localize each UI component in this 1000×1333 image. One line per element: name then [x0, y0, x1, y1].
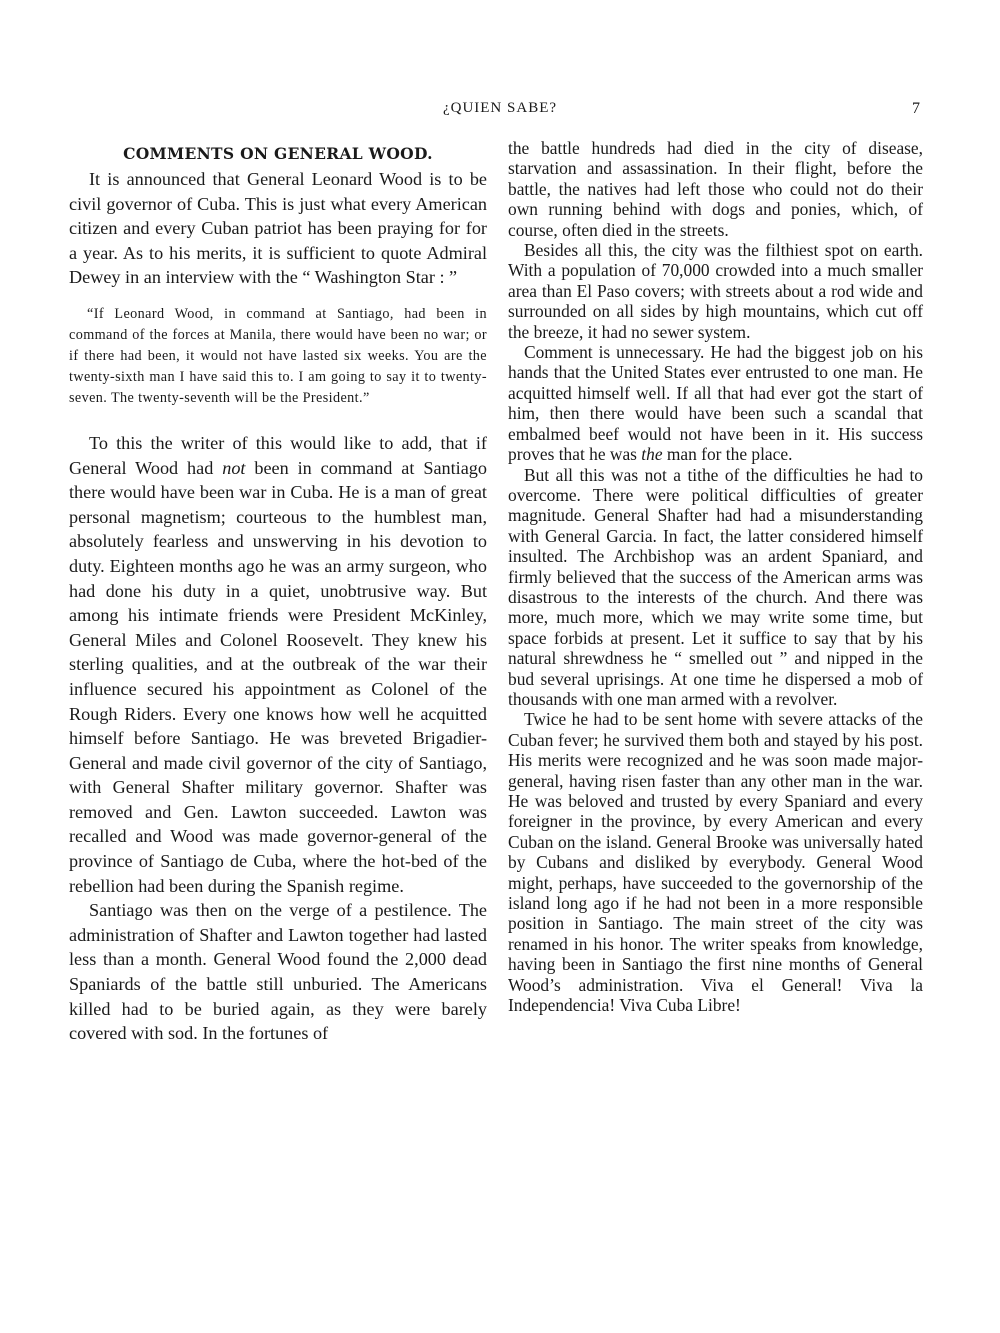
dewey-quote: “If Leonard Wood, in command at Santiago, had been in command of the forces at Manila, there would have been no war; or if there had been, it would not have lasted six weeks. You are the twenty-sixth man I have said this to. I am going to say it to twenty-seven. The twenty-seventh will be the President.”: [69, 305, 487, 406]
page-number: 7: [912, 100, 920, 117]
left-column: [69, 140, 487, 1046]
right-column: [508, 138, 923, 1015]
emphasis-not: not: [222, 457, 246, 478]
paragraph-fever: Twice he had to be sent home with severe attacks of the Cuban fever; he survived them both and stayed by his post. His merits were recognized and he was soon made major-general, having risen faster than any other man in the war. He was beloved and trusted by every Spaniard and every foreigner in the province, by every American and every Cuban on the island. General Brooke was universally hated by Cubans and disliked by everybody. General Wood might, perhaps, have succeeded to the governorship of the island long ago if he had not been in a more responsible position in Santiago. The main street of the city was renamed in his honor. The writer speaks from knowledge, having been in Santiago the first nine months of General Wood’s administration. Viva el General! Viva la Independencia! Viva Cuba Libre!: [508, 709, 923, 1016]
paragraph-addition: [69, 431, 487, 898]
paragraph-comment-text-2: man for the place.: [662, 444, 793, 465]
running-head: ¿QUIEN SABE?: [442, 100, 558, 116]
paragraph-pestilence: Santiago was then on the verge of a pestilence. The administration of Shafter and Lawton together had lasted less than a month. General Wood found the 2,000 dead Spaniards of the battle still unburied. The Americans killed had to be buried again, as they were barely covered with sod. In the fortunes of: [69, 900, 487, 1044]
paragraph-addition-text-1: To this the writer of this would like to add, that if General Wood had: [69, 432, 487, 478]
paragraph-filthiest: Besides all this, the city was the filthiest spot on earth. With a population of 70,000 crowded into a much smaller area than El Paso covers; with streets about a rod wide and surrounded on all sides by high mountains, which cut off the breeze, it had no sewer system.: [508, 240, 923, 342]
paragraph-comment-text-1: Comment is unnecessary. He had the biggest job on his hands that the United States ever entrusted to one man. He acquitted himself well. If all that had ever got the start of him, then there would have been such a scandal that embalmed beef would not have been in it. His success proves that he was: [508, 342, 923, 465]
paragraph-difficulties: But all this was not a tithe of the difficulties he had to overcome. There were political difficulties of greater magnitude. General Shafter had had a misunderstanding with General Garcia. In fact, the latter considered himself insulted. The Archbishop was an ardent Spaniard, and firmly believed that the success of the American arms was disastrous to the interests of the church. And there was more, much more, which we may write some time, but space forbids at present. Let it suffice to say that by his natural shrewdness he “ smelled out ” and nipped in the bud several uprisings. At one time he dispersed a mob of thousands with one man armed with a revolver.: [508, 464, 923, 709]
paragraph-comment: [508, 342, 923, 464]
paragraph-addition-text-2: been in command at Santiago there would have been war in Cuba. He is a man of great personal magnetism; courteous to the humblest man, absolutely fearless and unswerving in his devotion to duty. Eighteen months ago he was an army surgeon, who had done his duty in a quiet, unobtrusive way. But among his intimate friends were President McKinley, General Miles and Colonel Roosevelt. They knew his sterling qualities, and at the outbreak of the war their influence secured his appointment as Colonel of the Rough Riders. Every one knows how well he acquitted himself before Santiago. He was breveted Brigadier-General and made civil governor of the city of Santiago, with General Shafter military governor. Shafter was removed and Gen. Lawton succeeded. Lawton was recalled and Wood was made governor-general of the province of Santiago de Cuba, where the hot-bed of the rebellion had been during the Spanish regime.: [69, 457, 487, 896]
paragraph-announcement: It is announced that General Leonard Wood is to be civil governor of Cuba. This is just what every American citizen and every Cuban patriot has been praying for for a year. As to his merits, it is sufficient to quote Admiral Dewey in an interview with the “ Washington Star : ”: [69, 169, 487, 288]
paragraph-pestilence-continued: the battle hundreds had died in the city of disease, starvation and assassination. In their flight, before the battle, the natives had left those who could not do their own running behind with dogs and ponies, which, of course, often died in the streets.: [508, 138, 923, 240]
article-title: COMMENTS ON GENERAL WOOD.: [123, 144, 433, 163]
emphasis-the: the: [641, 444, 663, 465]
